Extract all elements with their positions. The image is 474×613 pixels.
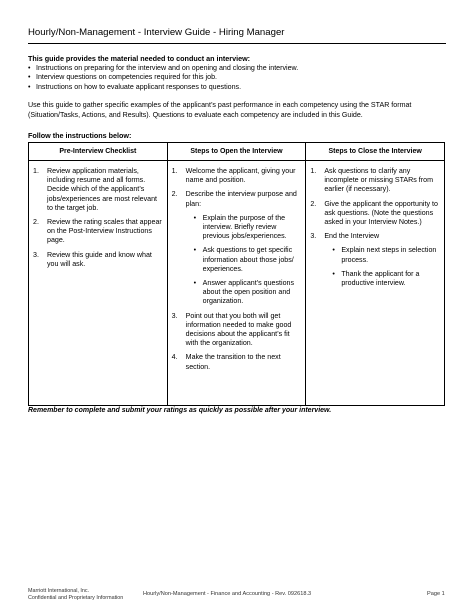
list-item: 3. End the Interview • Explain next steps in selection process. • Thank the applicant for a productive interview. (310, 232, 440, 288)
close-interview-header: Steps to Close the Interview (306, 143, 445, 161)
intro-bullet: • Interview questions on competencies required for this job. (28, 73, 298, 82)
instructions-table (28, 142, 445, 406)
intro-heading: This guide provides the material needed to conduct an interview: (28, 54, 251, 63)
list-item: 2. Review the rating scales that appear on the Post-Interview Instructions page. (33, 218, 162, 245)
footer-company (28, 588, 123, 602)
intro-bullet: • Instructions on how to evaluate applicant responses to questions. (28, 83, 298, 92)
list-item: 1. Ask questions to clarify any incomplete or missing STARs from earlier (if necessary). (310, 167, 433, 194)
pre-interview-column (29, 161, 168, 406)
list-item: 3. Review this guide and know what you will ask. (33, 250, 152, 268)
page-title: Hourly/Non-Management - Interview Guide - Hiring Manager (28, 27, 446, 44)
list-item: 3. Point out that you both will get information needed to make good decisions about the applicant’s fit with the organization. (171, 311, 292, 348)
confidential-notice: Confidential and Proprietary Information (28, 595, 124, 601)
open-interview-column (167, 161, 306, 406)
sub-list-item: • Thank the applicant for a productive interview. (332, 269, 420, 288)
sub-list-item: • Explain next steps in selection process. (332, 246, 437, 264)
sub-list-item: • Answer applicant’s questions about the open position and organization. (193, 279, 295, 306)
list-item: 2. Describe the interview purpose and plan: • Explain the purpose of the interview. Briefly review previous jobs/experiences. • Ask questions to get specific information about those jobs/ experiences. • Answer applicant’s questions about the open position and organization. (172, 190, 302, 306)
close-interview-column (306, 161, 445, 406)
follow-instructions-heading: Follow the instructions below: (28, 131, 132, 140)
sub-list-item: • Explain the purpose of the interview. Briefly review previous jobs/experiences. (193, 213, 287, 241)
intro-paragraph: Use this guide to gather specific examples of the applicant’s past performance in each competency using the STAR format (Situation/Tasks, Actions, and Results). Questions to evaluate each competency are included in this Guide. (28, 101, 412, 119)
company-name: Marriott International, Inc. (28, 588, 90, 594)
list-item: 1. Welcome the applicant, giving your name and position. (171, 167, 296, 185)
pre-interview-header: Pre-Interview Checklist (29, 143, 168, 161)
intro-bullet: • Instructions on preparing for the interview and on opening and closing the interview. (28, 64, 298, 73)
intro-bullet-list (28, 64, 298, 92)
sub-list-item: • Ask questions to get specific information about those jobs/ experiences. (193, 246, 294, 273)
list-item: 2. Give the applicant the opportunity to ask questions. (Note the questions asked in your Interview Notes.) (310, 199, 438, 227)
page-number: Page 1 (427, 591, 445, 597)
list-item: 1. Review application materials, including resume and all forms. Decide which of the applicant’s jobs/experiences are most relevant to the target job. (33, 167, 158, 212)
reminder-note: Remember to complete and submit your ratings as quickly as possible after your interview. (28, 407, 332, 414)
footer-document-id: Hourly/Non-Management - Finance and Accounting - Rev. 092618.3 (143, 591, 312, 597)
list-item: 4. Make the transition to the next section. (171, 353, 281, 371)
open-interview-header: Steps to Open the Interview (167, 143, 306, 161)
